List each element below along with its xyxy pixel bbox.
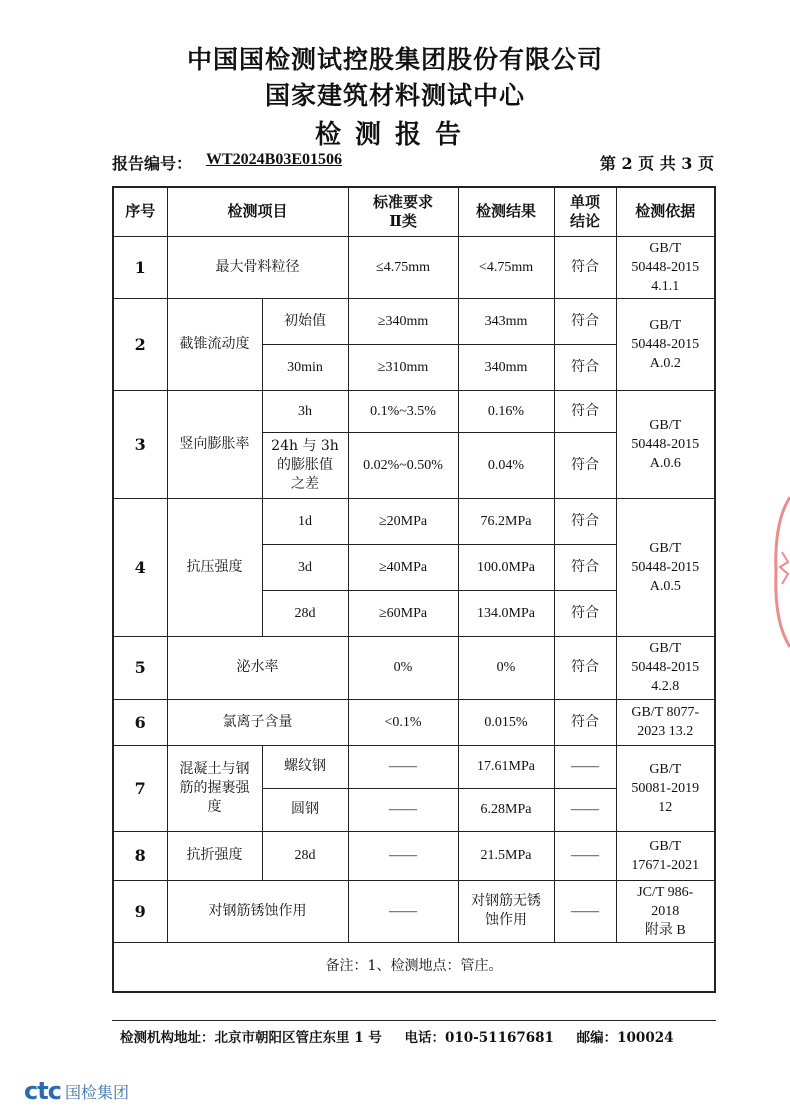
page-info: 第 2 页 共 3 页	[599, 154, 714, 173]
table-header-row	[113, 187, 715, 236]
row-conclusion: 符合	[554, 236, 616, 298]
row-subitem: 螺纹钢	[262, 745, 348, 788]
row-basis: GB/T 50448-2015 4.1.1	[616, 236, 715, 298]
row-requirement: 0%	[348, 636, 458, 699]
table-row	[113, 699, 715, 745]
logo-mark: ctc	[24, 1077, 61, 1105]
row-requirement: ——	[348, 745, 458, 788]
row-requirement: ≥60MPa	[348, 590, 458, 636]
row-item: 泌水率	[167, 636, 348, 699]
row-basis: GB/T 50081-2019 12	[616, 745, 715, 831]
row-item: 抗折强度	[167, 831, 262, 880]
row-requirement: ≤4.75mm	[348, 236, 458, 298]
test-results-table	[112, 186, 716, 993]
row-requirement: ≥40MPa	[348, 544, 458, 590]
row-result: 0%	[458, 636, 554, 699]
row-requirement: 0.02%~0.50%	[348, 432, 458, 498]
row-result: 76.2MPa	[458, 498, 554, 544]
logo-name: 国检集团	[64, 1082, 129, 1102]
report-number-label: 报告编号：	[112, 154, 193, 173]
row-result: 0.015%	[458, 699, 554, 745]
report-number: WT2024B03E01506	[206, 151, 343, 168]
footer-divider	[112, 1020, 716, 1021]
row-requirement: ——	[348, 788, 458, 831]
row-item: 最大骨料粒径	[167, 236, 348, 298]
row-conclusion: ——	[554, 788, 616, 831]
row-basis: GB/T 50448-2015 A.0.5	[616, 498, 715, 636]
header-seq: 序号	[113, 187, 167, 236]
row-result: 0.16%	[458, 390, 554, 432]
row-conclusion: 符合	[554, 298, 616, 344]
row-result: 21.5MPa	[458, 831, 554, 880]
row-basis: GB/T 17671-2021	[616, 831, 715, 880]
row-subitem: 1d	[262, 498, 348, 544]
table-row	[113, 498, 715, 544]
table-row	[113, 745, 715, 788]
row-subitem: 3d	[262, 544, 348, 590]
header-basis: 检测依据	[616, 187, 715, 236]
company-logo	[24, 1076, 129, 1106]
row-conclusion: ——	[554, 745, 616, 788]
row-result: <4.75mm	[458, 236, 554, 298]
row-conclusion: 符合	[554, 498, 616, 544]
row-result: 0.04%	[458, 432, 554, 498]
table-row	[113, 880, 715, 942]
row-seq: 9	[113, 880, 167, 942]
row-seq: 6	[113, 699, 167, 745]
row-item: 混凝土与钢 筋的握裹强 度	[167, 745, 262, 831]
row-item: 氯离子含量	[167, 699, 348, 745]
row-conclusion: 符合	[554, 699, 616, 745]
row-conclusion: 符合	[554, 390, 616, 432]
row-conclusion: ——	[554, 880, 616, 942]
row-seq: 7	[113, 745, 167, 831]
row-item: 竖向膨胀率	[167, 390, 262, 498]
row-conclusion: 符合	[554, 544, 616, 590]
header-conclusion: 单项 结论	[554, 187, 616, 236]
footer-contact	[120, 1026, 720, 1046]
row-item: 截锥流动度	[167, 298, 262, 390]
row-conclusion: 符合	[554, 432, 616, 498]
row-requirement: <0.1%	[348, 699, 458, 745]
institution-address: 检测机构地址：北京市朝阳区管庄东里 1 号	[120, 1030, 382, 1046]
row-result: 6.28MPa	[458, 788, 554, 831]
row-basis: GB/T 50448-2015 4.2.8	[616, 636, 715, 699]
seal-stamp-edge	[768, 492, 790, 652]
row-seq: 1	[113, 236, 167, 298]
row-requirement: ≥20MPa	[348, 498, 458, 544]
row-conclusion: 符合	[554, 636, 616, 699]
row-result: 134.0MPa	[458, 590, 554, 636]
table-row	[113, 636, 715, 699]
row-basis: GB/T 50448-2015 A.0.2	[616, 298, 715, 390]
row-requirement: ——	[348, 831, 458, 880]
row-subitem: 24h 与 3h 的膨胀值 之差	[262, 432, 348, 498]
row-item: 对钢筋锈蚀作用	[167, 880, 348, 942]
table-row	[113, 236, 715, 298]
row-requirement: ≥340mm	[348, 298, 458, 344]
row-seq: 8	[113, 831, 167, 880]
row-basis: GB/T 50448-2015 A.0.6	[616, 390, 715, 498]
row-seq: 5	[113, 636, 167, 699]
row-seq: 3	[113, 390, 167, 498]
row-result: 17.61MPa	[458, 745, 554, 788]
row-result: 100.0MPa	[458, 544, 554, 590]
row-subitem: 3h	[262, 390, 348, 432]
header-requirement: 标准要求 Ⅱ类	[348, 187, 458, 236]
row-result: 343mm	[458, 298, 554, 344]
remark-row	[113, 942, 715, 992]
row-item: 抗压强度	[167, 498, 262, 636]
report-title: 检测报告	[314, 120, 475, 150]
row-basis: GB/T 8077- 2023 13.2	[616, 699, 715, 745]
row-subitem: 28d	[262, 590, 348, 636]
header-result: 检测结果	[458, 187, 554, 236]
row-subitem: 初始值	[262, 298, 348, 344]
company-name: 中国国检测试控股集团股份有限公司	[186, 45, 603, 74]
row-conclusion: ——	[554, 831, 616, 880]
row-requirement: 0.1%~3.5%	[348, 390, 458, 432]
row-subitem: 30min	[262, 344, 348, 390]
row-basis: JC/T 986- 2018 附录 B	[616, 880, 715, 942]
center-name: 国家建筑材料测试中心	[264, 81, 525, 110]
table-row	[113, 390, 715, 432]
row-seq: 4	[113, 498, 167, 636]
row-subitem: 28d	[262, 831, 348, 880]
row-conclusion: 符合	[554, 590, 616, 636]
row-conclusion: 符合	[554, 344, 616, 390]
phone-number: 电话：010-51167681	[404, 1030, 554, 1046]
postcode: 邮编：100024	[576, 1030, 674, 1046]
row-subitem: 圆钢	[262, 788, 348, 831]
table-row	[113, 298, 715, 344]
row-requirement: ——	[348, 880, 458, 942]
row-result: 对钢筋无锈 蚀作用	[458, 880, 554, 942]
header-item: 检测项目	[167, 187, 348, 236]
row-result: 340mm	[458, 344, 554, 390]
row-requirement: ≥310mm	[348, 344, 458, 390]
remark: 备注：1、检测地点：管庄。	[113, 942, 715, 992]
table-row	[113, 831, 715, 880]
row-seq: 2	[113, 298, 167, 390]
